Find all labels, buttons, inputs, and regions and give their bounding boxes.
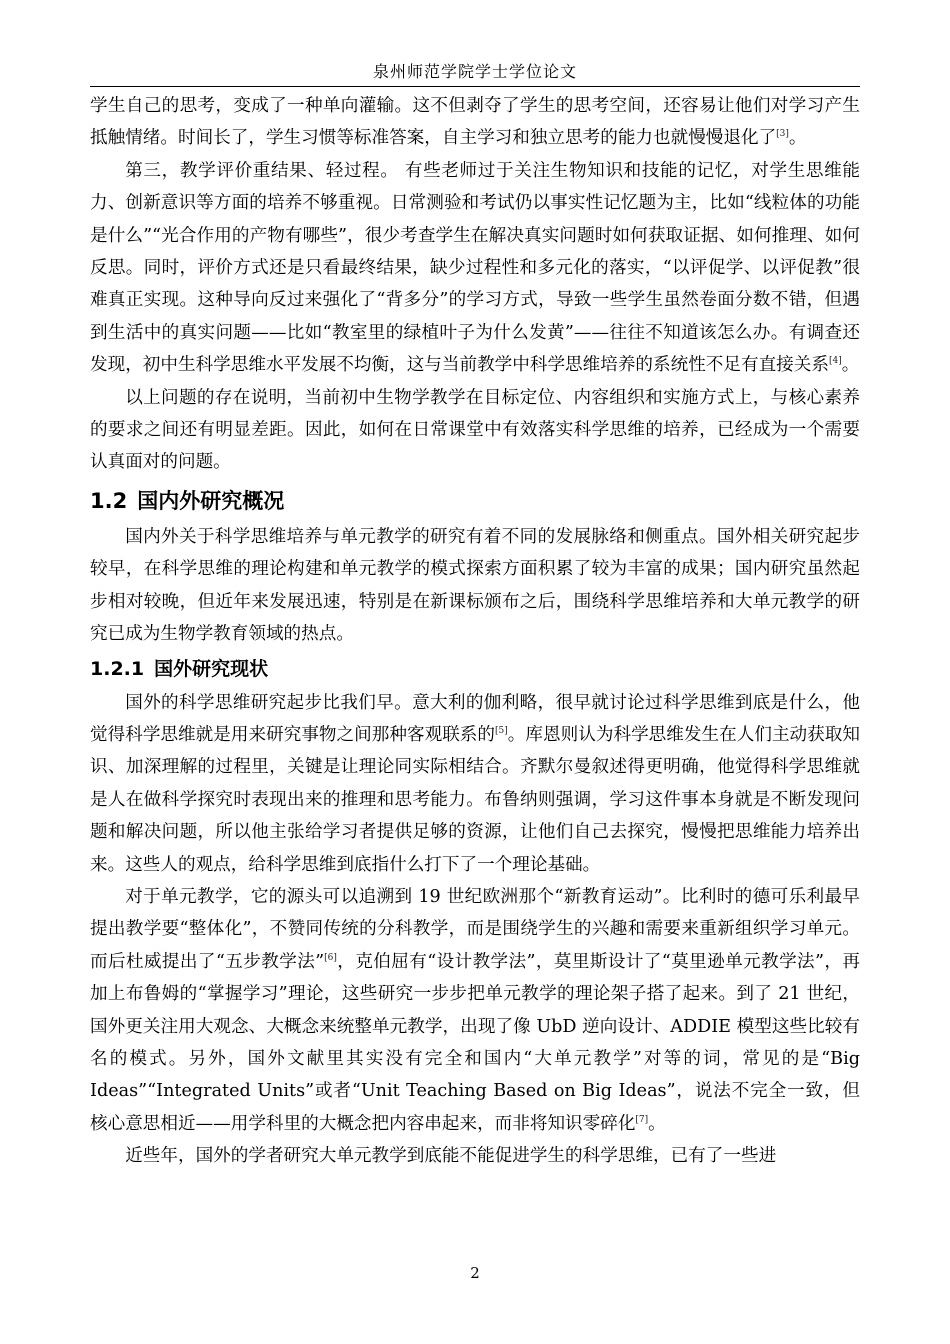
paragraph — [90, 881, 860, 1140]
paragraph — [90, 521, 860, 651]
paragraph-text: 学生自己的思考，变成了一种单向灌输。这不但剥夺了学生的思考空间，还容易让他们对学习产生抵触情绪。时间长了，学生习惯等标准答案，自主学习和独立思考的能力也就慢慢退化了 — [90, 96, 860, 149]
paragraph-text: 第三，教学评价重结果、轻过程。 有些老师过于关注生物知识和技能的记忆，对学生思维能力、创新意识等方面的培养不够重视。日常测验和考试仍以事实性记忆题为主，比如“线粒体的功能是什么”“光合作用的产物有哪些”，很少考查学生在解决真实问题时如何获取证据、如何推理、如何反思。同时，评价方式还是只看最终结果，缺少过程性和多元化的落实，“以评促学、以评促教”很难真正实现。这种导向反过来强化了“背多分”的学习方式，导致一些学生虽然卷面分数不错，但遇到生活中的真实问题——比如“教室里的绿植叶子为什么发黄”——往往不知道该怎么办。有调查还发现，初中生科学思维水平发展不均衡，这与当前教学中科学思维培养的系统性不足有直接关系 — [90, 160, 860, 376]
section-heading — [90, 481, 860, 521]
paragraph — [90, 382, 860, 479]
paragraph-text: 国外的科学思维研究起步比我们早。意大利的伽利略，很早就讨论过科学思维到底是什么，他觉得科学思维就是用来研究事物之间那种客观联系的 — [90, 692, 860, 745]
paragraph — [90, 687, 860, 881]
paragraph-text: 。 — [648, 1113, 666, 1134]
body-text — [90, 90, 860, 1173]
citation-ref: [5] — [495, 726, 508, 737]
paragraph-text: 以上问题的存在说明，当前初中生物学教学在目标定位、内容组织和实施方式上，与核心素养的要求之间还有明显差距。因此，如何在日常课堂中有效落实科学思维的培养，已经成为一个需要认真面对的问题。 — [90, 387, 860, 473]
citation-ref: [6] — [324, 952, 337, 963]
subsection-heading — [90, 651, 860, 687]
paragraph-text: 对于单元教学，它的源头可以追溯到 19 世纪欧洲那个“新教育运动”。比利时的德可乐利最早提出教学要“整体化”，不赞同传统的分科教学，而是围绕学生的兴趣和需要来重新组织学习单元。而后杜威提出了“五步教学法” — [90, 886, 860, 972]
subsection-number: 1.2.1 — [90, 657, 145, 680]
running-header: 泉州师范学院学士学位论文 — [372, 62, 577, 81]
citation-ref: [4] — [828, 356, 842, 367]
section-title: 国内外研究概况 — [137, 488, 285, 513]
paragraph — [90, 1140, 860, 1172]
paragraph-text: ，克伯屈有“设计教学法”，莫里斯设计了“莫里逊单元教学法”，再加上布鲁姆的“掌握学习”理论，这些研究一步步把单元教学的理论架子搭了起来。到了 21 世纪，国外更关注用大观念、大概念来统整单元教学，出现了像 UbD 逆向设计、ADDIE 模型这些比较有名的模式。另外，国外文献里其实没有完全和国内“大单元教学”对等的词，常见的是“Big Ideas”“Integrated Units”或者“Unit Teaching Based on Big Ideas”，说法不完全一致，但核心意思相近——用学科里的大概念把内容串起来，而非将知识零碎化 — [90, 951, 860, 1134]
citation-ref: [3] — [776, 129, 789, 140]
header-rule — [90, 86, 860, 87]
paragraph — [90, 155, 860, 382]
subsection-title: 国外研究现状 — [154, 657, 269, 680]
paragraph-text: 。库恩则认为科学思维发生在人们主动获取知识、加深理解的过程里，关键是让理论同实际相结合。齐默尔曼叙述得更明确，他觉得科学思维就是人在做科学探究时表现出来的推理和思考能力。布鲁纳则强调，学习这件事本身就是不断发现问题和解决问题，所以他主张给学习者提供足够的资源，让他们自己去探究，慢慢把思维能力培养出来。这些人的观点，给科学思维到底指什么打下了一个理论基础。 — [90, 724, 860, 875]
paragraph — [90, 90, 860, 155]
paragraph-text: 。 — [841, 355, 860, 376]
paragraph-text: 国内外关于科学思维培养与单元教学的研究有着不同的发展脉络和侧重点。国外相关研究起步较早，在科学思维的理论构建和单元教学的模式探索方面积累了较为丰富的成果；国内研究虽然起步相对较晚，但近年来发展迅速，特别是在新课标颁布之后，围绕科学思维培养和大单元教学的研究已成为生物学教育领域的热点。 — [90, 526, 860, 645]
page-number: 2 — [470, 1264, 480, 1282]
section-number: 1.2 — [90, 488, 128, 513]
paragraph-text: 。 — [788, 128, 807, 149]
citation-ref: [7] — [635, 1114, 649, 1125]
paragraph-text: 近些年，国外的学者研究大单元教学到底能不能促进学生的科学思维，已有了一些进 — [125, 1146, 777, 1167]
